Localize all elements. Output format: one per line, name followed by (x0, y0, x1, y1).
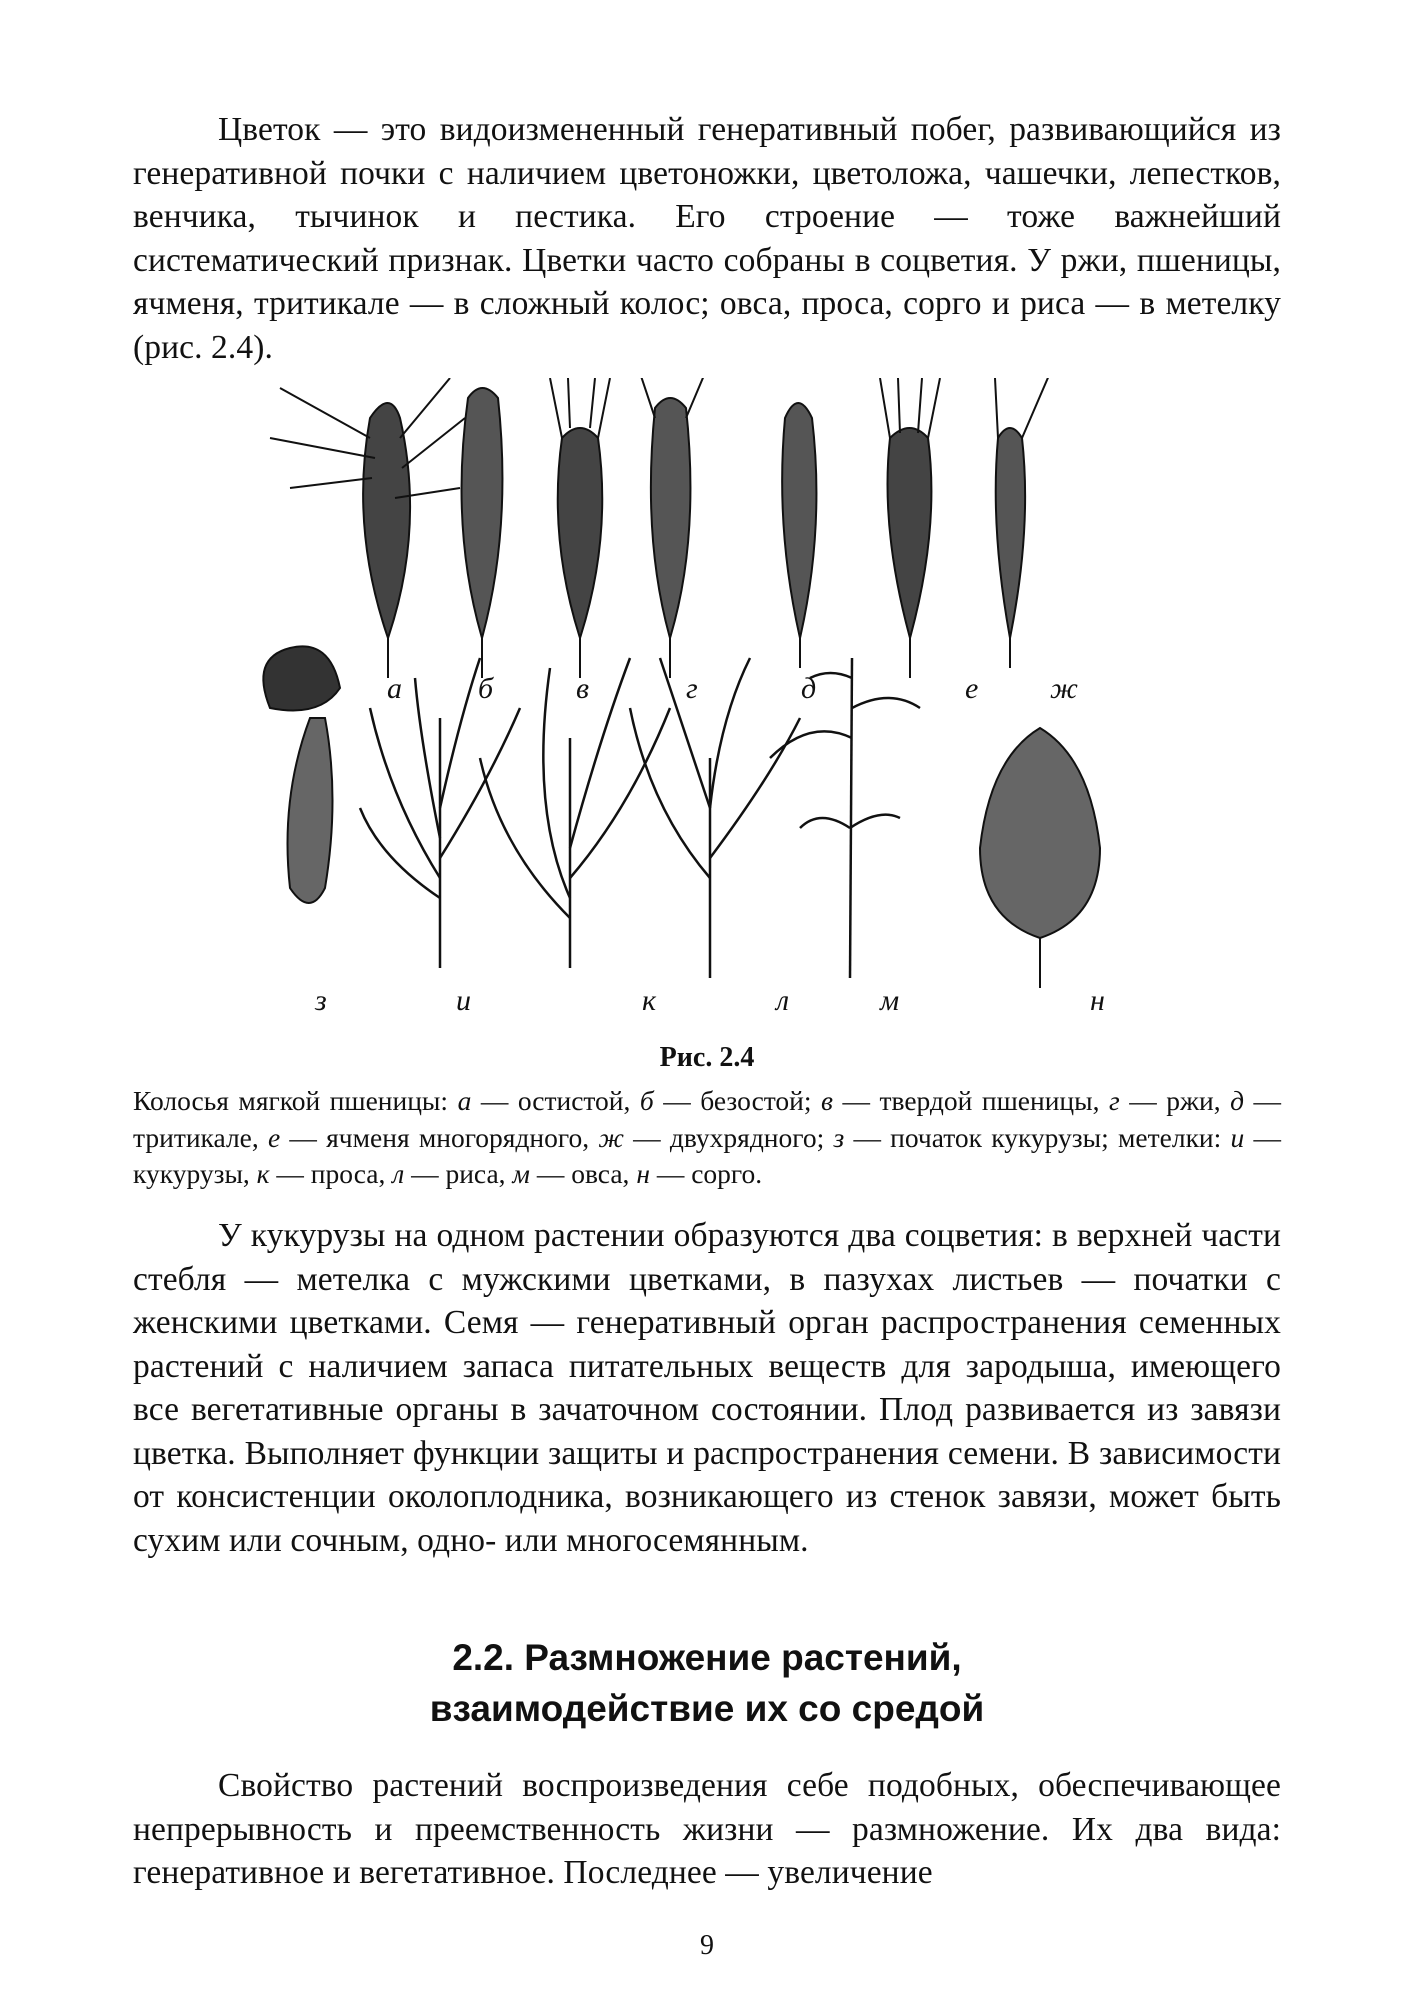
figure-inflorescences (250, 378, 1130, 1058)
caption-letter: а (457, 1085, 472, 1116)
panicle-l-rice (630, 658, 800, 978)
label-l: л (776, 984, 790, 1017)
label-d: д (801, 672, 817, 705)
caption-text: — остистой, (471, 1085, 640, 1116)
caption-text: — проса, (269, 1158, 393, 1189)
spike-v-durum-wheat (550, 378, 610, 678)
caption-letter: в (821, 1085, 833, 1116)
paragraph-corn-seed: У кукурузы на одном растении образуются два соцветия: в верхней части стебля — метелка с мужскими цветками, в пазухах листьев — початки с женскими цветками. Семя — генеративный орган распространения семенных растений с наличием запаса питательных веществ для зародыша, имеющего все вегетативные органы в зачаточном состоянии. Плод развивается из завязи цветка. Выполняет функции защиты и распространения семени. В зависимости от консистенции околоплодника, возникающего из стенок завязи, может быть сухим или сочным, одно- или многосемянным. (133, 1217, 1281, 1559)
caption-text: — ржи, (1119, 1085, 1231, 1116)
label-n: н (1090, 984, 1105, 1017)
panicle-n-sorghum (980, 728, 1100, 988)
caption-text: — твердой пшеницы, (832, 1085, 1109, 1116)
label-m: м (880, 984, 900, 1017)
caption-letter: и (1230, 1121, 1245, 1153)
panicle-k-millet (480, 658, 670, 968)
label-k: к (642, 984, 657, 1017)
label-b: б (478, 672, 494, 705)
caption-text: — ячменя многорядного, (280, 1121, 599, 1153)
figure-title: Рис. 2.4 (659, 1042, 755, 1073)
page-number: 9 (700, 1930, 714, 1961)
section-heading-line2: взаимодействие их со средой (429, 1688, 985, 1729)
caption-letter: н (636, 1158, 650, 1189)
label-g: г (686, 672, 698, 705)
caption-text: — сорго. (649, 1158, 763, 1189)
caption-letter: з (833, 1121, 845, 1153)
caption-letter: е (267, 1121, 281, 1153)
spike-a-soft-wheat-awned (270, 378, 465, 678)
caption-letter: ж (598, 1121, 624, 1153)
spike-d-triticale (782, 403, 816, 668)
caption-letter: м (512, 1158, 530, 1189)
caption-letter: л (392, 1158, 405, 1189)
bottom-labels (314, 984, 1105, 1017)
caption-text: — безостой; (653, 1085, 822, 1116)
paragraph-flower: Цветок — это видоизмененный генеративный побег, развивающийся из генеративной почки с наличием цветоножки, цветоложа, чашечки, лепестков, венчика, тычинок и пестика. Его строение — тоже важнейший систематический признак. Цветки часто собраны в соцветия. У ржи, пшеницы, ячменя, тритикале — в сложный колос; овса, проса, сорго и риса — в метелку (рис. 2.4). (133, 111, 1281, 366)
label-a: а (387, 672, 402, 705)
caption-text: — риса, (404, 1158, 513, 1189)
caption-text: — тритикале, (133, 1085, 1282, 1153)
label-v: в (576, 672, 590, 705)
panicle-m-oat (770, 658, 920, 978)
spike-zh-barley-tworow (995, 378, 1050, 668)
label-zh: ж (1050, 672, 1078, 705)
caption-text: — двухрядного; (623, 1121, 834, 1153)
figure-caption (133, 1083, 1281, 1193)
caption-letter: б (639, 1085, 654, 1116)
caption-text: Колосья мягкой пшеницы: (133, 1085, 458, 1116)
caption-letter: д (1230, 1085, 1245, 1116)
caption-text: — овса, (529, 1158, 637, 1189)
caption-letter: г (1109, 1085, 1120, 1116)
caption-letter: к (256, 1158, 270, 1189)
inflorescence-illustration (250, 378, 1130, 1058)
paragraph-reproduction: Свойство растений воспроизведения себе подобных, обеспечивающее непрерывность и преемственность жизни — размножение. Их два вида: генеративное и вегетативное. Последнее — увеличение (133, 1767, 1281, 1891)
label-z: з (315, 984, 327, 1017)
section-heading-line1: 2.2. Размножение растений, (452, 1637, 962, 1678)
caption-text: — кукурузы, (133, 1121, 1281, 1189)
cob-z-corn (263, 646, 340, 903)
label-i: и (456, 984, 471, 1017)
label-e: е (965, 672, 979, 705)
spike-g-rye (640, 378, 705, 678)
panicle-i-corn (360, 658, 520, 968)
caption-text: — початок кукурузы; метелки: (844, 1121, 1231, 1153)
spike-b-soft-wheat-awnless (462, 388, 503, 678)
section-heading (0, 1632, 1414, 1734)
spike-e-barley-multirow (880, 378, 940, 678)
